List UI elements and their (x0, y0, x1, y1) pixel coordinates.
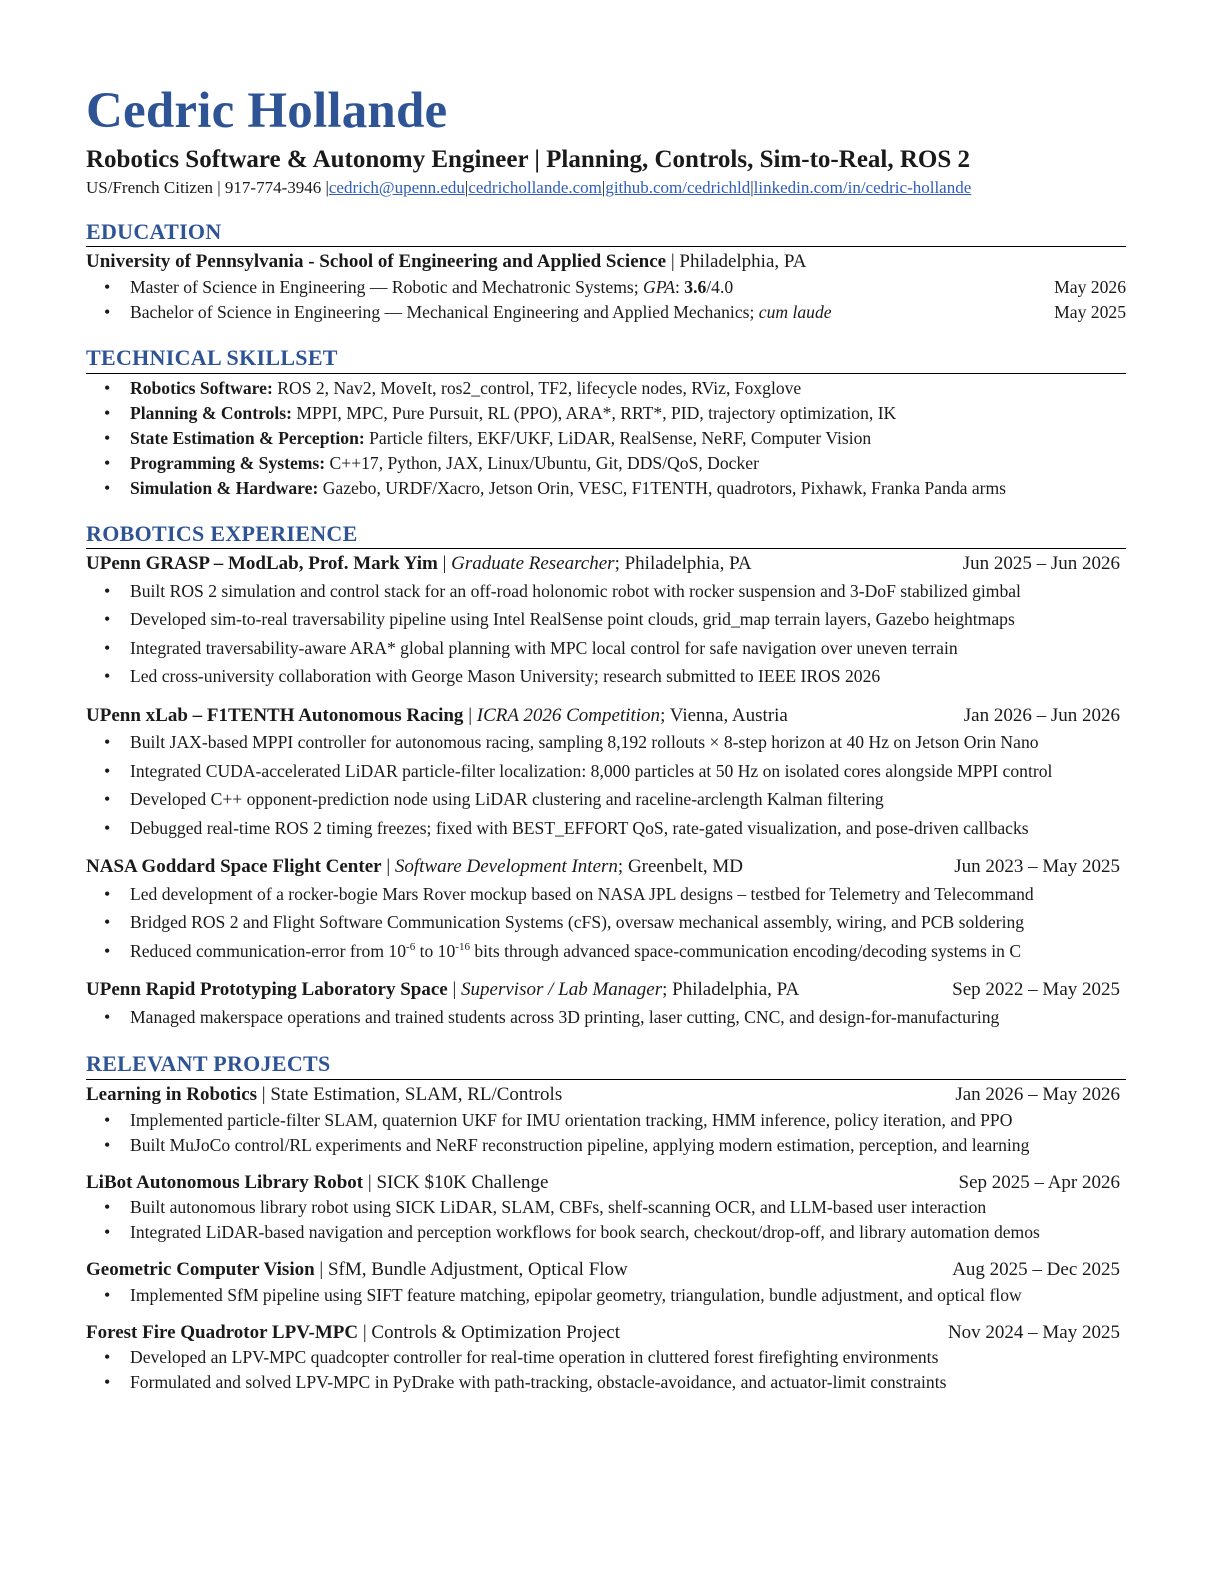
separator: | (464, 178, 469, 197)
job-entry (86, 977, 1126, 1031)
list-item (86, 401, 1126, 426)
list-item: • Led cross-university collaboration with George Mason University; research submitted to IEEE IROS 2026 (86, 662, 1126, 691)
list-item (86, 426, 1126, 451)
separator: | (601, 178, 606, 197)
list-item: • Built autonomous library robot using SICK LiDAR, SLAM, CBFs, shelf-scanning OCR, and LLM-based user interaction (86, 1195, 1126, 1220)
contact-line (86, 177, 1126, 199)
project-header: Learning in Robotics | State Estimation, SLAM, RL/Controls Jan 2026 – May 2026 (86, 1082, 1126, 1108)
skills-list (86, 376, 1126, 501)
website-link[interactable]: cedrichollande.com (468, 178, 602, 197)
job-entry (86, 703, 1126, 843)
skill-value: MPPI, MPC, Pure Pursuit, RL (PPO), ARA*, RRT*, PID, trajectory optimization, IK (291, 402, 897, 423)
project-name: Geometric Computer Vision (86, 1259, 315, 1281)
org-name: UPenn GRASP – ModLab, Prof. Mark Yim (86, 552, 438, 574)
list-item (86, 451, 1126, 476)
job-place: ; Vienna, Austria (660, 704, 788, 726)
project-subtitle: SfM, Bundle Adjustment, Optical Flow (327, 1259, 628, 1281)
school-row: University of Pennsylvania - School of Engineering and Applied Science | Philadelphia, PA (86, 251, 807, 273)
list-item: • Built ROS 2 simulation and control stack for an off-road holonomic robot with rocker suspension and 3-DoF stabilized gimbal (86, 577, 1126, 606)
job-entry (86, 854, 1126, 965)
skill-label: State Estimation & Perception: (130, 427, 365, 448)
gpa-max: /4.0 (706, 277, 734, 298)
job-role: Software Development Intern (394, 856, 618, 878)
section-title: EDUCATION (86, 219, 1126, 247)
project-date: Nov 2024 – May 2025 (947, 1321, 1120, 1343)
job-date: Jun 2023 – May 2025 (954, 856, 1120, 878)
email-link[interactable]: cedrich@upenn.edu (328, 178, 465, 197)
list-item: • Developed C++ opponent-prediction node using LiDAR clustering and raceline-arclength Kalman filtering (86, 785, 1126, 814)
job-bullets (86, 1003, 1126, 1032)
job-header: UPenn Rapid Prototyping Laboratory Space | Supervisor / Lab Manager; Philadelphia, PA Sep 2022 – May 2025 (86, 977, 1126, 1003)
list-item: • Integrated traversability-aware ARA* global planning with MPC local control for safe navigation over uneven terrain (86, 634, 1126, 663)
job-role: Supervisor / Lab Manager (461, 979, 663, 1001)
job-role: Graduate Researcher (451, 552, 615, 574)
gpa-label: GPA (643, 277, 675, 298)
bullet-text: bits through advanced space-communication encoding/decoding systems in C (469, 940, 1022, 961)
job-header: UPenn GRASP – ModLab, Prof. Mark Yim | Graduate Researcher; Philadelphia, PA Jun 2025 – Jun 2026 (86, 551, 1126, 577)
org-name: NASA Goddard Space Flight Center (86, 856, 382, 878)
list-item: • Built JAX-based MPPI controller for autonomous racing, sampling 8,192 rollouts × 8-step horizon at 40 Hz on Jetson Orin Nano (86, 728, 1126, 757)
candidate-name: Cedric Hollande (86, 83, 448, 139)
github-link[interactable]: github.com/cedrichld (605, 178, 751, 197)
skills-section (86, 345, 1126, 500)
skill-label: Simulation & Hardware: (130, 477, 319, 498)
separator: | (750, 178, 754, 197)
list-item (86, 275, 1126, 300)
project-bullets (86, 1283, 1126, 1308)
list-item: • Developed sim-to-real traversability pipeline using Intel RealSense point clouds, grid_map terrain layers, Gazebo heightmaps (86, 605, 1126, 634)
gpa-separator: : (674, 277, 685, 298)
project-bullets (86, 1108, 1126, 1158)
skill-value: Gazebo, URDF/Xacro, Jetson Orin, VESC, F1TENTH, quadrotors, Pixhawk, Franka Panda arms (318, 477, 1007, 498)
project-date: Aug 2025 – Dec 2025 (952, 1259, 1120, 1281)
honor: cum laude (758, 302, 832, 323)
project-date: Jan 2026 – May 2026 (955, 1083, 1120, 1105)
project-header: Geometric Computer Vision | SfM, Bundle Adjustment, Optical Flow Aug 2025 – Dec 2025 (86, 1257, 1126, 1283)
list-item: • Implemented SfM pipeline using SIFT feature matching, epipolar geometry, triangulation, bundle adjustment, and optical flow (86, 1283, 1126, 1308)
job-header: UPenn xLab – F1TENTH Autonomous Racing | ICRA 2026 Competition; Vienna, Austria Jan 2026 – Jun 2026 (86, 703, 1126, 729)
job-bullets (86, 577, 1126, 691)
degree-date: May 2026 (1054, 277, 1126, 298)
exponent: -16 (455, 940, 470, 953)
skill-label: Planning & Controls: (130, 402, 292, 423)
exponent: -6 (406, 940, 416, 953)
job-bullets (86, 880, 1126, 966)
list-item: • Developed an LPV-MPC quadcopter controller for real-time operation in cluttered forest firefighting environments (86, 1345, 1126, 1370)
list-item (86, 300, 1126, 325)
job-date: Jan 2026 – Jun 2026 (963, 704, 1120, 726)
project-entry (86, 1257, 1126, 1308)
job-date: Jun 2025 – Jun 2026 (962, 552, 1120, 574)
project-name: Forest Fire Quadrotor LPV-MPC (86, 1321, 359, 1343)
skill-label: Programming & Systems: (130, 452, 326, 473)
degree-text: Bachelor of Science in Engineering — Mechanical Engineering and Applied Mechanics; (130, 302, 759, 323)
job-role: ICRA 2026 Competition (476, 704, 661, 726)
project-name: LiBot Autonomous Library Robot (86, 1171, 364, 1193)
section-title: ROBOTICS EXPERIENCE (86, 521, 1126, 549)
list-item: • Managed makerspace operations and trained students across 3D printing, laser cutting, CNC, and design-for-manufacturing (86, 1003, 1126, 1032)
job-place: ; Philadelphia, PA (662, 979, 800, 1001)
job-date: Sep 2022 – May 2025 (952, 979, 1120, 1001)
list-item: • Bridged ROS 2 and Flight Software Communication Systems (cFS), oversaw mechanical assembly, wiring, and PCB soldering (86, 908, 1126, 937)
degree-list (86, 275, 1126, 325)
section-title: TECHNICAL SKILLSET (86, 345, 1126, 373)
project-subtitle: SICK $10K Challenge (376, 1171, 549, 1193)
school-location: Philadelphia, PA (679, 251, 807, 273)
project-entry (86, 1320, 1126, 1396)
org-name: UPenn xLab – F1TENTH Autonomous Racing (86, 704, 464, 726)
list-item (86, 476, 1126, 501)
degree-text: Master of Science in Engineering — Robotic and Mechatronic Systems; (130, 277, 644, 298)
school-name: University of Pennsylvania - School of Engineering and Applied Science (86, 251, 667, 273)
contact-prefix: US/French Citizen | 917-774-3946 | (86, 178, 329, 197)
list-item: • Built MuJoCo control/RL experiments and NeRF reconstruction pipeline, applying modern estimation, perception, and learning (86, 1133, 1126, 1158)
bullet-text: to 10 (415, 940, 456, 961)
headline: Robotics Software & Autonomy Engineer | Planning, Controls, Sim-to-Real, ROS 2 (86, 146, 971, 173)
experience-section (86, 521, 1126, 1032)
linkedin-link[interactable]: linkedin.com/in/cedric-hollande (753, 178, 972, 197)
skill-value: C++17, Python, JAX, Linux/Ubuntu, Git, DDS/QoS, Docker (325, 452, 759, 473)
org-name: UPenn Rapid Prototyping Laboratory Space (86, 979, 448, 1001)
list-item: • Debugged real-time ROS 2 timing freezes; fixed with BEST_EFFORT QoS, rate-gated visualization, and pose-driven callbacks (86, 814, 1126, 843)
project-header: LiBot Autonomous Library Robot | SICK $10K Challenge Sep 2025 – Apr 2026 (86, 1170, 1126, 1196)
list-item: • Integrated LiDAR-based navigation and perception workflows for book search, checkout/drop-off, and library automation demos (86, 1220, 1126, 1245)
project-subtitle: State Estimation, SLAM, RL/Controls (270, 1083, 563, 1105)
degree-date: May 2025 (1054, 302, 1126, 323)
gpa-value: 3.6 (684, 277, 707, 298)
job-place: ; Greenbelt, MD (617, 856, 743, 878)
project-entry (86, 1170, 1126, 1246)
job-place: ; Philadelphia, PA (614, 552, 752, 574)
project-entry (86, 1082, 1126, 1158)
bullet-text: Reduced communication-error from 10 (130, 940, 407, 961)
job-header: NASA Goddard Space Flight Center | Software Development Intern; Greenbelt, MD Jun 2023 – May 2025 (86, 854, 1126, 880)
resume-page (86, 83, 1126, 1395)
skill-value: ROS 2, Nav2, MoveIt, ros2_control, TF2, lifecycle nodes, RViz, Foxglove (272, 377, 802, 398)
education-section (86, 219, 1126, 325)
list-item (86, 937, 1126, 966)
project-bullets (86, 1345, 1126, 1395)
list-item (86, 376, 1126, 401)
list-item: • Led development of a rocker-bogie Mars Rover mockup based on NASA JPL designs – testbed for Telemetry and Telecommand (86, 880, 1126, 909)
projects-section (86, 1051, 1126, 1395)
list-item: • Integrated CUDA-accelerated LiDAR particle-filter localization: 8,000 particles at 50 Hz on isolated cores alongside MPPI control (86, 757, 1126, 786)
project-header: Forest Fire Quadrotor LPV-MPC | Controls & Optimization Project Nov 2024 – May 2025 (86, 1320, 1126, 1346)
project-bullets (86, 1195, 1126, 1245)
section-title: RELEVANT PROJECTS (86, 1051, 1126, 1079)
job-bullets (86, 728, 1126, 842)
list-item: • Formulated and solved LPV-MPC in PyDrake with path-tracking, obstacle-avoidance, and actuator-limit constraints (86, 1370, 1126, 1395)
project-date: Sep 2025 – Apr 2026 (958, 1171, 1120, 1193)
skill-label: Robotics Software: (130, 377, 273, 398)
skill-value: Particle filters, EKF/UKF, LiDAR, RealSense, NeRF, Computer Vision (364, 427, 872, 448)
list-item: • Implemented particle-filter SLAM, quaternion UKF for IMU orientation tracking, HMM inference, policy iteration, and PPO (86, 1108, 1126, 1133)
project-name: Learning in Robotics (86, 1083, 258, 1105)
project-subtitle: Controls & Optimization Project (371, 1321, 620, 1343)
job-entry (86, 551, 1126, 691)
